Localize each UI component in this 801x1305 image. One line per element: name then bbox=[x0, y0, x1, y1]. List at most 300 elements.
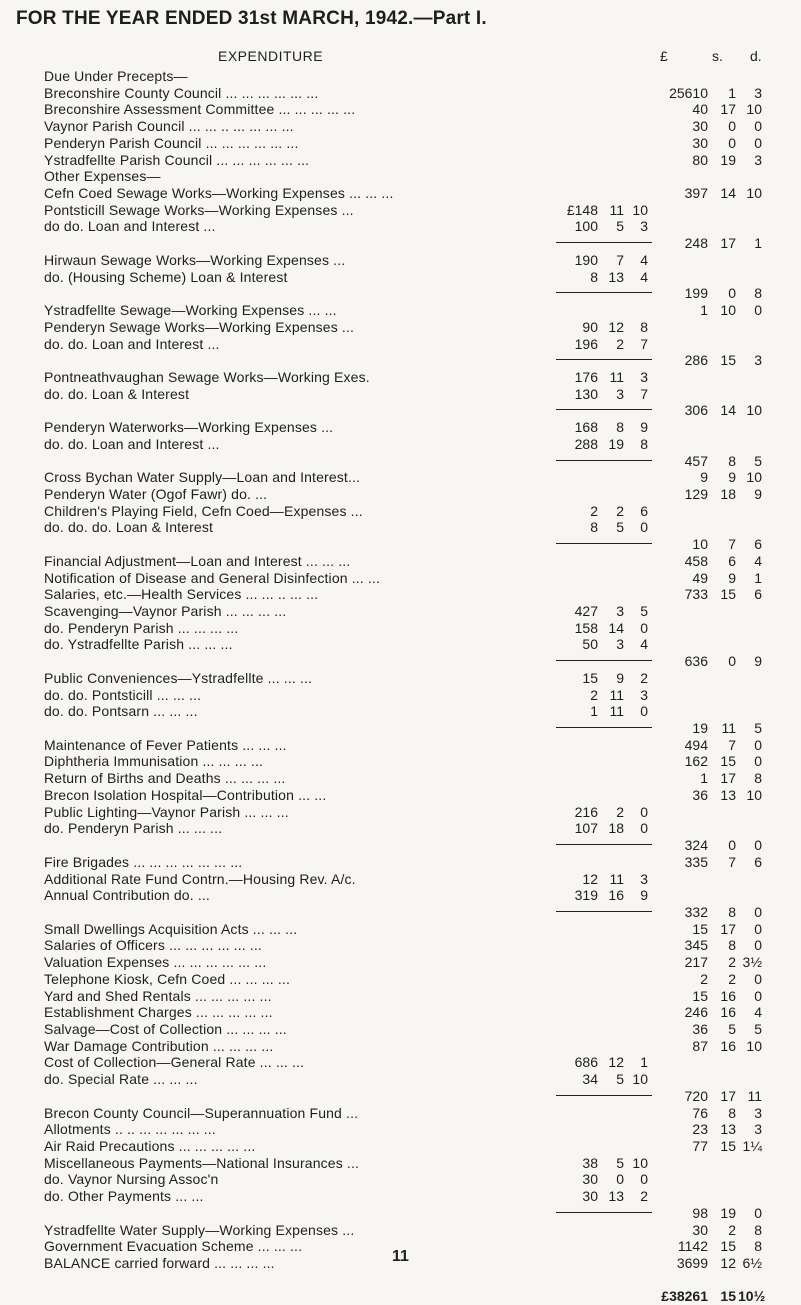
amount-c4: 636 bbox=[684, 653, 708, 670]
amount-c1: 196 bbox=[574, 335, 598, 352]
amount-c2: 12 bbox=[608, 318, 624, 335]
amount-c4: 36 bbox=[692, 786, 708, 803]
amount-c3: 5 bbox=[640, 603, 648, 619]
amount-c1: 15 bbox=[582, 669, 598, 686]
expenditure-row bbox=[0, 988, 801, 1005]
section-header bbox=[0, 48, 801, 66]
expenditure-row bbox=[0, 1121, 801, 1138]
expenditure-row bbox=[0, 1054, 801, 1071]
row-label: Additional Rate Fund Contrn.—Housing Rev. A/c. bbox=[44, 870, 356, 887]
amount-c6: 6 bbox=[754, 853, 762, 870]
amount-c6: 4 bbox=[754, 1004, 762, 1021]
amount-c1: 686 bbox=[574, 1054, 598, 1071]
row-label: Other Expenses— bbox=[44, 168, 161, 185]
amount-c5: 19 bbox=[720, 1204, 736, 1221]
subtotal-row bbox=[0, 453, 801, 470]
expenditure-row bbox=[0, 603, 801, 620]
amount-c4: 720 bbox=[684, 1087, 708, 1104]
currency-pounds: £ bbox=[660, 48, 668, 64]
amount-c4: 36 bbox=[692, 1020, 708, 1037]
row-label: Salaries of Officers ... ... ... ... ... ... bbox=[44, 937, 262, 954]
amount-c4: 80 bbox=[692, 151, 708, 168]
amount-c6: 9 bbox=[754, 485, 762, 502]
amount-c6: 11 bbox=[747, 1087, 762, 1104]
row-label: Establishment Charges ... ... ... ... ... bbox=[44, 1004, 273, 1021]
amount-c5: 0 bbox=[728, 118, 736, 135]
amount-c2: 16 bbox=[608, 887, 624, 904]
amount-c6: 8 bbox=[754, 285, 762, 302]
amount-c4: 2 bbox=[700, 970, 708, 987]
expenditure-row bbox=[0, 586, 801, 603]
row-label: Air Raid Precautions ... ... ... ... ... bbox=[44, 1138, 256, 1154]
amount-c4: 1 bbox=[700, 770, 708, 787]
row-label: Cross Bychan Water Supply—Loan and Interest... bbox=[44, 469, 361, 486]
expenditure-row bbox=[0, 1038, 801, 1055]
expenditure-row bbox=[0, 269, 801, 286]
row-label: do. (Housing Scheme) Loan & Interest bbox=[44, 268, 288, 285]
amount-c3: 10 bbox=[632, 201, 648, 218]
amount-c4: 87 bbox=[692, 1037, 708, 1054]
amount-c1: 288 bbox=[574, 435, 598, 452]
expenditure-row bbox=[0, 185, 801, 202]
expenditure-row bbox=[0, 202, 801, 219]
amount-c1: 158 bbox=[574, 619, 598, 636]
amount-c1: 12 bbox=[582, 870, 598, 887]
amount-c4: 246 bbox=[684, 1004, 708, 1021]
amount-c4: 458 bbox=[684, 552, 708, 569]
amount-c5: 15 bbox=[720, 1138, 736, 1154]
row-label: Telephone Kiosk, Cefn Coed ... ... ... ... bbox=[44, 970, 290, 987]
expenditure-table bbox=[0, 68, 801, 1305]
row-label: Public Lighting—Vaynor Parish ... ... ... bbox=[44, 803, 289, 820]
amount-c5: 14 bbox=[720, 402, 736, 419]
amount-c4: 15 bbox=[692, 987, 708, 1004]
expenditure-row bbox=[0, 1105, 801, 1122]
amount-c2: 2 bbox=[616, 335, 624, 352]
row-label: Return of Births and Deaths ... ... ... ... bbox=[44, 770, 286, 787]
amount-c5: 17 bbox=[720, 920, 736, 937]
row-label: Brecon Isolation Hospital—Contribution ... ... bbox=[44, 786, 327, 803]
subtotal-row bbox=[0, 837, 801, 854]
amount-c4: 494 bbox=[684, 736, 708, 753]
subtotal-row bbox=[0, 653, 801, 670]
amount-c1: 190 bbox=[574, 251, 598, 268]
amount-c3: 10 bbox=[632, 1154, 648, 1171]
currency-shillings: s. bbox=[712, 48, 723, 64]
amount-c2: 19 bbox=[608, 435, 624, 452]
amount-c6: 5 bbox=[754, 720, 762, 737]
amount-c1: 1 bbox=[590, 703, 598, 720]
amount-c6: 3 bbox=[754, 1121, 762, 1138]
subtotal-rule bbox=[556, 543, 652, 544]
row-label: Cefn Coed Sewage Works—Working Expenses ... ... ... bbox=[44, 185, 394, 202]
amount-c2: 2 bbox=[616, 803, 624, 820]
expenditure-row bbox=[0, 971, 801, 988]
amount-c5: 17 bbox=[720, 101, 736, 118]
amount-c4: 1142 bbox=[677, 1238, 708, 1255]
amount-c4: 76 bbox=[692, 1104, 708, 1121]
amount-c5: 0 bbox=[728, 134, 736, 151]
currency-pence: d. bbox=[750, 48, 762, 64]
amount-c3: 4 bbox=[640, 251, 648, 268]
amount-c6: 0 bbox=[754, 753, 762, 770]
amount-c1: £148 bbox=[566, 201, 598, 218]
row-label: Public Conveniences—Ystradfellte ... ... ... bbox=[44, 669, 313, 686]
amount-c3: 9 bbox=[640, 887, 648, 904]
row-label: Penderyn Water (Ogof Fawr) do. ... bbox=[44, 485, 268, 502]
amount-c6: 3 bbox=[754, 84, 762, 101]
expenditure-row bbox=[0, 703, 801, 720]
amount-c6: 5 bbox=[754, 1020, 762, 1037]
expenditure-row bbox=[0, 921, 801, 938]
amount-c6: 10½ bbox=[738, 1288, 766, 1305]
subtotal-rule bbox=[556, 359, 652, 360]
row-label: Yard and Shed Rentals ... ... ... ... ... bbox=[44, 987, 272, 1004]
expenditure-row bbox=[0, 820, 801, 837]
expenditure-row bbox=[0, 469, 801, 486]
amount-c5: 15 bbox=[720, 1288, 736, 1305]
amount-c2: 12 bbox=[608, 1054, 624, 1071]
amount-c3: 4 bbox=[640, 268, 648, 285]
subtotal-row bbox=[0, 402, 801, 419]
subtotal-row bbox=[0, 1088, 801, 1105]
amount-c6: 3½ bbox=[742, 954, 762, 971]
amount-c2: 5 bbox=[616, 1154, 624, 1171]
amount-c6: 0 bbox=[754, 736, 762, 753]
expenditure-row bbox=[0, 218, 801, 235]
row-label: Brecon County Council—Superannuation Fund ... bbox=[44, 1104, 359, 1121]
amount-c4: 40 bbox=[692, 101, 708, 118]
expenditure-row bbox=[0, 135, 801, 152]
section-subheading bbox=[0, 68, 801, 85]
expenditure-row bbox=[0, 503, 801, 520]
subtotal-rule bbox=[556, 660, 652, 661]
amount-c2: 3 bbox=[616, 385, 624, 402]
expenditure-row bbox=[0, 85, 801, 102]
row-label: do. Vaynor Nursing Assoc'n bbox=[44, 1171, 219, 1188]
subtotal-rule bbox=[556, 844, 652, 845]
subtotal-row bbox=[0, 904, 801, 921]
amount-c4: 345 bbox=[684, 937, 708, 954]
expenditure-row bbox=[0, 570, 801, 587]
amount-c2: 9 bbox=[616, 669, 624, 686]
amount-c4: 77 bbox=[692, 1138, 708, 1154]
row-label: Fire Brigades ... ... ... ... ... ... ... bbox=[44, 853, 243, 870]
expenditure-row bbox=[0, 737, 801, 754]
subtotal-rule bbox=[556, 1212, 652, 1213]
row-label: do. Penderyn Parish ... ... ... ... bbox=[44, 619, 239, 636]
amount-c5: 13 bbox=[720, 1121, 736, 1138]
row-label: do. do. do. Loan & Interest bbox=[44, 519, 214, 536]
amount-c2: 11 bbox=[609, 201, 624, 218]
amount-c5: 2 bbox=[728, 970, 736, 987]
amount-c2: 8 bbox=[616, 419, 624, 436]
row-label: Financial Adjustment—Loan and Interest ... ... ... bbox=[44, 552, 351, 569]
row-label: Ystradfellte Sewage—Working Expenses ... ... bbox=[44, 302, 337, 319]
amount-c5: 13 bbox=[720, 786, 736, 803]
amount-c5: 19 bbox=[720, 151, 736, 168]
amount-c2: 7 bbox=[616, 251, 624, 268]
row-label: Valuation Expenses ... ... ... ... ... ... bbox=[44, 954, 267, 971]
expenditure-row bbox=[0, 118, 801, 135]
expenditure-row bbox=[0, 871, 801, 888]
amount-c1: 30 bbox=[582, 1188, 598, 1205]
expenditure-row bbox=[0, 1171, 801, 1188]
amount-c3: 9 bbox=[640, 419, 648, 436]
row-label: War Damage Contribution ... ... ... ... bbox=[44, 1037, 274, 1054]
amount-c3: 8 bbox=[640, 435, 648, 452]
amount-c3: 7 bbox=[640, 385, 648, 402]
amount-c1: 8 bbox=[590, 519, 598, 536]
amount-c2: 5 bbox=[616, 519, 624, 536]
expenditure-row bbox=[0, 1188, 801, 1205]
spacer-row bbox=[0, 1272, 801, 1289]
amount-c5: 12 bbox=[720, 1255, 736, 1272]
amount-c2: 11 bbox=[609, 368, 624, 385]
amount-c5: 11 bbox=[721, 720, 736, 737]
row-label: Breconshire Assessment Committee ... ... ... ... ... bbox=[44, 101, 356, 118]
row-label: do. Other Payments ... ... bbox=[44, 1188, 204, 1205]
amount-c5: 18 bbox=[720, 485, 736, 502]
amount-c6: 6 bbox=[754, 586, 762, 603]
amount-c5: 16 bbox=[720, 1004, 736, 1021]
expenditure-row bbox=[0, 1021, 801, 1038]
amount-c4: 457 bbox=[684, 452, 708, 469]
expenditure-row bbox=[0, 687, 801, 704]
amount-c2: 5 bbox=[616, 218, 624, 235]
row-label: Penderyn Parish Council ... ... ... ... ... ... bbox=[44, 134, 299, 151]
amount-c5: 9 bbox=[728, 469, 736, 486]
amount-c2: 11 bbox=[609, 686, 624, 703]
row-label: Notification of Disease and General Disinfection ... ... bbox=[44, 569, 381, 586]
amount-c4: 25610 bbox=[669, 84, 708, 101]
expenditure-row bbox=[0, 854, 801, 871]
amount-c5: 8 bbox=[728, 452, 736, 469]
amount-c2: 3 bbox=[616, 636, 624, 653]
amount-c4: 15 bbox=[692, 920, 708, 937]
row-label: Pontneathvaughan Sewage Works—Working Exes. bbox=[44, 368, 370, 385]
row-label: Annual Contribution do. ... bbox=[44, 887, 210, 904]
amount-c6: 0 bbox=[754, 903, 762, 920]
subtotal-rule bbox=[556, 460, 652, 461]
amount-c1: 8 bbox=[590, 268, 598, 285]
amount-c5: 9 bbox=[728, 569, 736, 586]
amount-c3: 8 bbox=[640, 318, 648, 335]
amount-c3: 10 bbox=[632, 1071, 648, 1088]
subtotal-row bbox=[0, 536, 801, 553]
amount-c6: 10 bbox=[746, 1037, 762, 1054]
amount-c5: 16 bbox=[720, 1037, 736, 1054]
amount-c4: 30 bbox=[692, 134, 708, 151]
expenditure-row bbox=[0, 1222, 801, 1239]
row-label: Hirwaun Sewage Works—Working Expenses ... bbox=[44, 251, 346, 268]
amount-c3: 4 bbox=[640, 636, 648, 653]
amount-c1: 168 bbox=[574, 419, 598, 436]
row-label: BALANCE carried forward ... ... ... ... bbox=[44, 1255, 275, 1272]
amount-c6: 6 bbox=[754, 536, 762, 553]
amount-c1: 100 bbox=[574, 218, 598, 235]
row-label: Scavenging—Vaynor Parish ... ... ... ... bbox=[44, 603, 287, 619]
amount-c4: 335 bbox=[684, 853, 708, 870]
amount-c3: 0 bbox=[640, 1171, 648, 1188]
amount-c5: 15 bbox=[720, 1238, 736, 1255]
amount-c3: 1 bbox=[640, 1054, 648, 1071]
expenditure-row bbox=[0, 1155, 801, 1172]
row-label: Salvage—Cost of Collection ... ... ... ... bbox=[44, 1020, 287, 1037]
row-label: Diphtheria Immunisation ... ... ... ... bbox=[44, 753, 264, 770]
expenditure-row bbox=[0, 336, 801, 353]
subtotal-rule bbox=[556, 409, 652, 410]
amount-c5: 16 bbox=[720, 987, 736, 1004]
row-label: Miscellaneous Payments—National Insurances ... bbox=[44, 1154, 360, 1171]
expenditure-row bbox=[0, 1004, 801, 1021]
amount-c5: 1 bbox=[728, 84, 736, 101]
expenditure-row bbox=[0, 519, 801, 536]
amount-c4: 49 bbox=[692, 569, 708, 586]
amount-c6: 4 bbox=[754, 552, 762, 569]
row-label: do. do. Pontsticill ... ... ... bbox=[44, 686, 202, 703]
amount-c4: 162 bbox=[684, 753, 708, 770]
amount-c6: 10 bbox=[746, 402, 762, 419]
amount-c6: 0 bbox=[754, 987, 762, 1004]
amount-c3: 3 bbox=[640, 218, 648, 235]
amount-c5: 15 bbox=[720, 352, 736, 369]
row-label: Penderyn Waterworks—Working Expenses ... bbox=[44, 419, 334, 436]
row-label: Small Dwellings Acquisition Acts ... ... ... bbox=[44, 920, 298, 937]
row-label: do. Special Rate ... ... ... bbox=[44, 1071, 198, 1088]
total-row bbox=[0, 1288, 801, 1305]
row-label: Ystradfellte Parish Council ... ... ... ... ... ... bbox=[44, 151, 310, 168]
expenditure-row bbox=[0, 887, 801, 904]
subtotal-rule bbox=[556, 911, 652, 912]
row-label: Allotments .. .. ... ... ... ... ... bbox=[44, 1121, 216, 1138]
amount-c5: 15 bbox=[720, 753, 736, 770]
expenditure-row bbox=[0, 804, 801, 821]
amount-c1: 216 bbox=[574, 803, 598, 820]
amount-c2: 11 bbox=[609, 870, 624, 887]
row-label: Children's Playing Field, Cefn Coed—Expenses ... bbox=[44, 502, 363, 519]
amount-c4: 3699 bbox=[676, 1255, 708, 1272]
amount-c6: 10 bbox=[746, 469, 762, 486]
expenditure-row bbox=[0, 302, 801, 319]
row-label: Penderyn Sewage Works—Working Expenses ... bbox=[44, 318, 355, 335]
expenditure-row bbox=[0, 252, 801, 269]
subtotal-rule bbox=[556, 727, 652, 728]
amount-c6: 3 bbox=[754, 352, 762, 369]
amount-c3: 3 bbox=[640, 686, 648, 703]
amount-c3: 0 bbox=[640, 803, 648, 820]
expenditure-row bbox=[0, 770, 801, 787]
amount-c4: 306 bbox=[684, 402, 708, 419]
amount-c6: 3 bbox=[754, 151, 762, 168]
amount-c3: 7 bbox=[640, 335, 648, 352]
expenditure-row bbox=[0, 101, 801, 118]
amount-c6: 9 bbox=[754, 653, 762, 670]
amount-c2: 13 bbox=[608, 1188, 624, 1205]
amount-c4: 248 bbox=[684, 235, 708, 252]
row-label: Breconshire County Council ... ... ... ... ... ... bbox=[44, 84, 319, 101]
amount-c6: 0 bbox=[754, 920, 762, 937]
amount-c1: 319 bbox=[574, 887, 598, 904]
amount-c2: 2 bbox=[616, 502, 624, 519]
amount-c2: 5 bbox=[616, 1071, 624, 1088]
row-label: Maintenance of Fever Patients ... ... ... bbox=[44, 736, 287, 753]
amount-c4: 30 bbox=[692, 1221, 708, 1238]
amount-c6: 5 bbox=[754, 452, 762, 469]
amount-c3: 0 bbox=[640, 519, 648, 536]
row-label: Cost of Collection—General Rate ... ... ... bbox=[44, 1054, 305, 1071]
amount-c3: 6 bbox=[640, 502, 648, 519]
expenditure-row bbox=[0, 787, 801, 804]
section-subheading bbox=[0, 168, 801, 185]
amount-c5: 0 bbox=[728, 653, 736, 670]
expenditure-row bbox=[0, 753, 801, 770]
page-number: 11 bbox=[392, 1248, 409, 1265]
amount-c4: 286 bbox=[684, 352, 708, 369]
row-label: Salaries, etc.—Health Services ... ... .. ... ... bbox=[44, 586, 319, 603]
amount-c5: 0 bbox=[728, 285, 736, 302]
amount-c6: 0 bbox=[754, 1204, 762, 1221]
expenditure-row bbox=[0, 1071, 801, 1088]
amount-c6: 0 bbox=[754, 970, 762, 987]
subtotal-row bbox=[0, 352, 801, 369]
amount-c4: 397 bbox=[684, 185, 708, 202]
row-label: do. do. Loan and Interest ... bbox=[44, 435, 220, 452]
amount-c4: 19 bbox=[692, 720, 708, 737]
amount-c1: 176 bbox=[574, 368, 598, 385]
amount-c5: 7 bbox=[728, 736, 736, 753]
amount-c6: 0 bbox=[754, 134, 762, 151]
amount-c1: 107 bbox=[574, 820, 598, 837]
expenditure-row bbox=[0, 1138, 801, 1155]
subtotal-row bbox=[0, 235, 801, 252]
expenditure-row bbox=[0, 670, 801, 687]
amount-c5: 7 bbox=[728, 536, 736, 553]
amount-c6: 3 bbox=[754, 1104, 762, 1121]
amount-c2: 18 bbox=[608, 820, 624, 837]
amount-c1: 30 bbox=[582, 1171, 598, 1188]
amount-c5: 10 bbox=[720, 302, 736, 319]
amount-c4: 324 bbox=[684, 837, 708, 854]
amount-c5: 5 bbox=[728, 1020, 736, 1037]
row-label: Pontsticill Sewage Works—Working Expenses ... bbox=[44, 201, 354, 218]
amount-c4: 332 bbox=[684, 903, 708, 920]
amount-c3: 2 bbox=[640, 669, 648, 686]
page-title: FOR THE YEAR ENDED 31st MARCH, 1942.—Part I. bbox=[16, 8, 487, 29]
amount-c3: 2 bbox=[640, 1188, 648, 1205]
subtotal-row bbox=[0, 720, 801, 737]
amount-c2: 13 bbox=[608, 268, 624, 285]
amount-c4: 23 bbox=[692, 1121, 708, 1138]
amount-c4: 30 bbox=[692, 118, 708, 135]
amount-c1: 2 bbox=[590, 502, 598, 519]
amount-c4: 217 bbox=[684, 954, 708, 971]
subtotal-rule bbox=[556, 1095, 652, 1096]
amount-c6: 0 bbox=[754, 937, 762, 954]
amount-c3: 0 bbox=[640, 820, 648, 837]
amount-c5: 17 bbox=[720, 770, 736, 787]
row-label: Vaynor Parish Council ... ... .. ... ... ... ... bbox=[44, 118, 294, 135]
subtotal-rule bbox=[556, 242, 652, 243]
row-label: do. Penderyn Parish ... ... ... bbox=[44, 820, 223, 837]
amount-c5: 6 bbox=[728, 552, 736, 569]
amount-c1: 130 bbox=[574, 385, 598, 402]
amount-c6: 1 bbox=[754, 235, 762, 252]
amount-c4: 199 bbox=[684, 285, 708, 302]
expenditure-row bbox=[0, 937, 801, 954]
amount-c4: 10 bbox=[692, 536, 708, 553]
expenditure-row bbox=[0, 620, 801, 637]
